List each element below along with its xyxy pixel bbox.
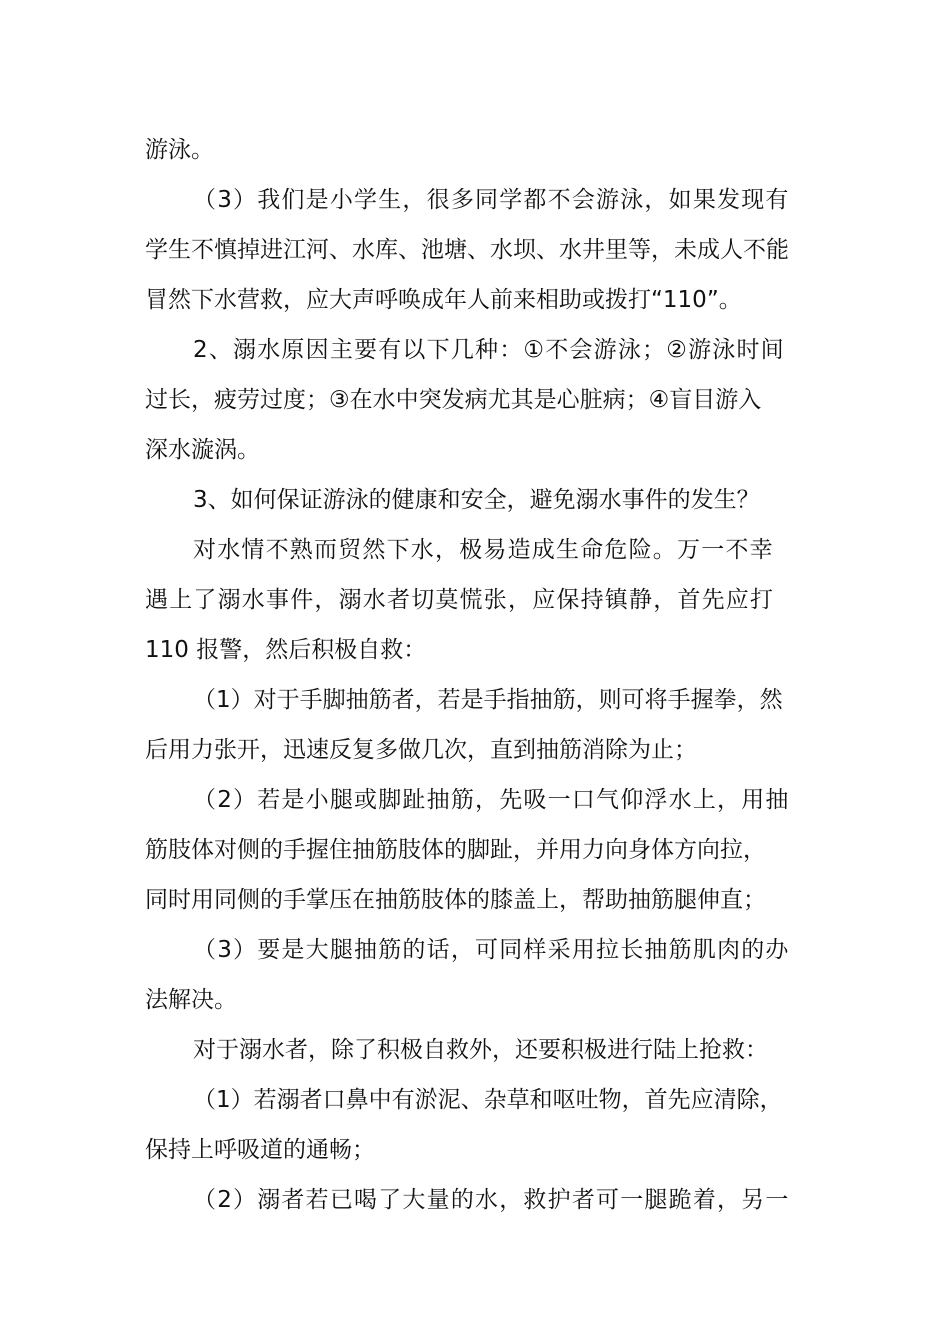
- text-line: 过长，疲劳过度；③在水中突发病尤其是心脏病；④盲目游入: [145, 387, 762, 413]
- text-line: （1）若溺者口鼻中有淤泥、杂草和呕吐物，首先应清除，: [193, 1087, 783, 1113]
- text-line: （2）溺者若已喝了大量的水，救护者可一腿跪着，另一: [193, 1187, 790, 1213]
- text-line: 学生不慎掉进江河、水库、池塘、水坝、水井里等，未成人不能: [145, 237, 789, 263]
- text-line: 对水情不熟而贸然下水，极易造成生命危险。万一不幸: [193, 537, 774, 563]
- text-line: 冒然下水营救，应大声呼唤成年人前来相助或拨打“110”。: [145, 287, 742, 313]
- text-line: （1）对于手脚抽筋者，若是手指抽筋，则可将手握拳，然: [193, 687, 783, 713]
- text-line: 遇上了溺水事件，溺水者切莫慌张，应保持镇静，首先应打: [145, 587, 775, 613]
- text-line: 筋肢体对侧的手握住抽筋肢体的脚趾，并用力向身体方向拉，: [145, 837, 766, 863]
- text-line: 对于溺水者，除了积极自救外，还要积极进行陆上抢救：: [193, 1037, 768, 1063]
- text-line: 法解决。: [145, 987, 237, 1013]
- text-line: （3）我们是小学生，很多同学都不会游泳，如果发现有: [193, 187, 790, 213]
- text-line: 游泳。: [145, 137, 214, 163]
- text-line: 深水漩涡。: [145, 437, 260, 463]
- text-line: 110 报警，然后积极自救：: [145, 637, 427, 663]
- text-line: 3、如何保证游泳的健康和安全，避免溺水事件的发生？: [193, 487, 760, 513]
- text-line: 2、溺水原因主要有以下几种：①不会游泳；②游泳时间: [193, 337, 785, 363]
- text-line: 同时用同侧的手掌压在抽筋肢体的膝盖上，帮助抽筋腿伸直；: [145, 887, 766, 913]
- text-line: 保持上呼吸道的通畅；: [145, 1137, 375, 1163]
- text-line: 后用力张开，迅速反复多做几次，直到抽筋消除为止；: [145, 737, 697, 763]
- text-line: （3）要是大腿抽筋的话，可同样采用拉长抽筋肌肉的办: [193, 937, 790, 963]
- text-line: （2）若是小腿或脚趾抽筋，先吸一口气仰浮水上，用抽: [193, 787, 790, 813]
